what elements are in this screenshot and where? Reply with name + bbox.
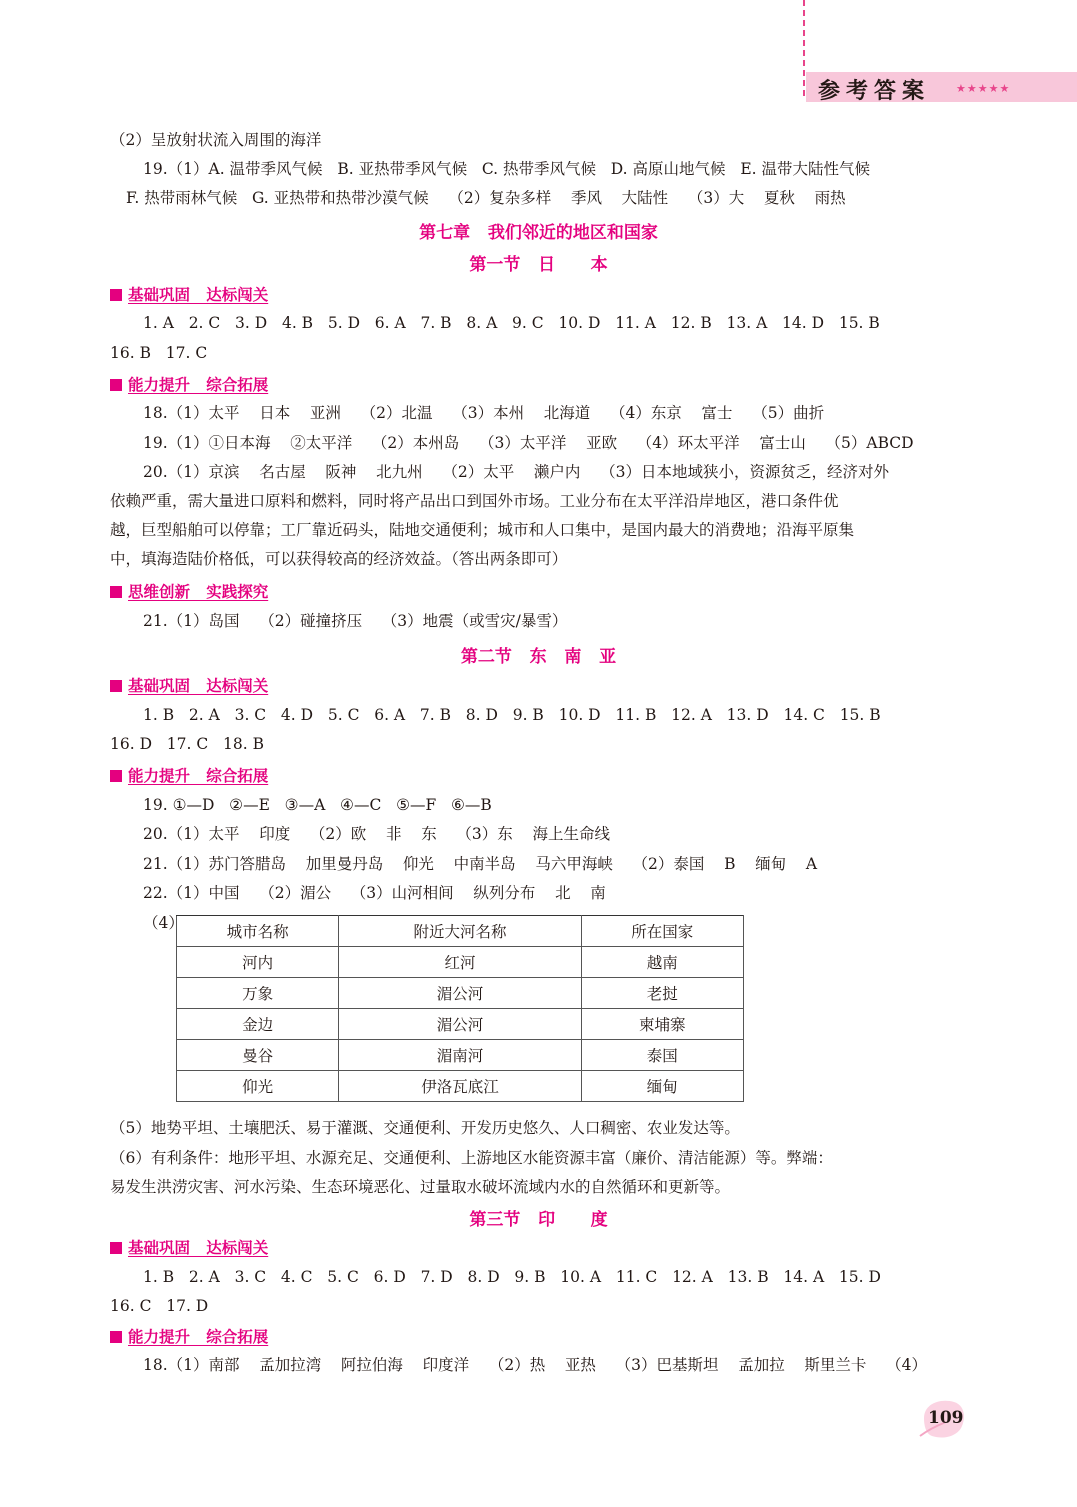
table-cell: 伊洛瓦底江 [339, 1071, 581, 1102]
table-cell: 湄南河 [339, 1040, 581, 1071]
answer-line: （2）呈放射状流入周围的海洋 [110, 131, 322, 149]
header-title: 参考答案 [818, 79, 931, 104]
header-stars-icon: ★★★★★ [956, 82, 1011, 95]
table-cell: 湄公河 [339, 978, 581, 1009]
answer-line: 19. ①—D ②—E ③—A ④—C ⑤—F ⑥—B [143, 796, 492, 814]
table-cell: 红河 [339, 947, 581, 978]
city-river-table [176, 915, 744, 1102]
square-bullet-icon [110, 289, 122, 301]
table-cell: 河内 [177, 947, 339, 978]
table-row [177, 978, 744, 1009]
section-heading: 能力提升 综合拓展 [110, 373, 268, 395]
table-cell: 缅甸 [581, 1071, 743, 1102]
answer-line: 19.（1）①日本海 ②太平洋 （2）本州岛 （3）太平洋 亚欧 （4）环太平洋 富士山 （5）ABCD [143, 434, 914, 452]
table-header: 附近大河名称 [339, 916, 581, 947]
section-heading: 基础巩固 达标闯关 [110, 674, 268, 696]
section-title-southeast-asia: 第二节 东 南 亚 [460, 647, 617, 667]
answer-line: 19.（1）A. 温带季风气候 B. 亚热带季风气候 C. 热带季风气候 D. 高原山地气候 E. 温带大陆性气候 [143, 160, 870, 178]
answer-line: 18.（1）太平 日本 亚洲 （2）北温 （3）本州 北海道 （4）东京 富士 （5）曲折 [143, 404, 825, 422]
square-bullet-icon [110, 1242, 122, 1254]
table-cell: 老挝 [581, 978, 743, 1009]
section-title-japan: 第一节 日 本 [469, 255, 608, 275]
answer-line: 1. B 2. A 3. C 4. C 5. C 6. D 7. D 8. D 9. B 10. A 11. C 12. A 13. B 14. A 15. D [143, 1268, 881, 1286]
table-row [177, 1040, 744, 1071]
answer-line: （4） [143, 914, 184, 932]
table-cell: 湄公河 [339, 1009, 581, 1040]
table-row [177, 1071, 744, 1102]
table-cell: 柬埔寨 [581, 1009, 743, 1040]
table-cell: 曼谷 [177, 1040, 339, 1071]
answer-line: 20.（1）太平 印度 （2）欧 非 东 （3）东 海上生命线 [143, 825, 610, 843]
answer-line: 中，填海造陆价格低，可以获得较高的经济效益。（答出两条即可） [110, 550, 568, 568]
answer-line: 16. D 17. C 18. B [110, 735, 264, 753]
square-bullet-icon [110, 770, 122, 782]
chapter-title: 第七章 我们邻近的地区和国家 [419, 223, 658, 243]
square-bullet-icon [110, 379, 122, 391]
answer-line: 21.（1）岛国 （2）碰撞挤压 （3）地震（或雪灾/暴雪） [143, 612, 568, 630]
answer-line: 越，巨型船舶可以停靠；工厂靠近码头，陆地交通便利；城市和人口集中，是国内最大的消费地；沿海平原集 [110, 521, 855, 539]
page-number: 109 [928, 1408, 964, 1428]
answer-line: F. 热带雨林气候 G. 亚热带和热带沙漠气候 （2）复杂多样 季风 大陆性 （3）大 夏秋 雨热 [126, 189, 846, 207]
section-heading: 基础巩固 达标闯关 [110, 283, 268, 305]
answer-line: 易发生洪涝灾害、河水污染、生态环境恶化、过量取水破坏流域内水的自然循环和更新等。 [110, 1178, 731, 1196]
section-heading: 能力提升 综合拓展 [110, 764, 268, 786]
section-heading: 基础巩固 达标闯关 [110, 1236, 268, 1258]
table-row [177, 1009, 744, 1040]
table-cell: 泰国 [581, 1040, 743, 1071]
answer-line: 1. B 2. A 3. C 4. D 5. C 6. A 7. B 8. D 9. B 10. D 11. B 12. A 13. D 14. C 15. B [143, 706, 881, 724]
table-cell: 金边 [177, 1009, 339, 1040]
answer-line: 21.（1）苏门答腊岛 加里曼丹岛 仰光 中南半岛 马六甲海峡 （2）泰国 B 缅甸 A [143, 855, 818, 873]
answer-line: 22.（1）中国 （2）湄公 （3）山河相间 纵列分布 北 南 [143, 884, 606, 902]
section-heading: 能力提升 综合拓展 [110, 1325, 268, 1347]
answer-line: 16. B 17. C [110, 344, 208, 362]
square-bullet-icon [110, 586, 122, 598]
table-cell: 万象 [177, 978, 339, 1009]
table-header: 所在国家 [581, 916, 743, 947]
answer-line: 1. A 2. C 3. D 4. B 5. D 6. A 7. B 8. A 9. C 10. D 11. A 12. B 13. A 14. D 15. B [143, 314, 880, 332]
square-bullet-icon [110, 1331, 122, 1343]
section-heading: 思维创新 实践探究 [110, 580, 268, 602]
table-cell: 仰光 [177, 1071, 339, 1102]
table-header-row [177, 916, 744, 947]
section-title-india: 第三节 印 度 [469, 1210, 608, 1230]
answer-line: 依赖严重，需大量进口原料和燃料，同时将产品出口到国外市场。工业分布在太平洋沿岸地区，港口条件优 [110, 492, 839, 510]
table-cell: 越南 [581, 947, 743, 978]
header-dashed-rule [803, 0, 805, 96]
answer-line: 16. C 17. D [110, 1297, 209, 1315]
answer-line: （6）有利条件：地形平坦、水源充足、交通便利、上游地区水能资源丰富（廉价、清洁能源）等。弊端： [110, 1149, 833, 1167]
answer-line: 18.（1）南部 孟加拉湾 阿拉伯海 印度洋 （2）热 亚热 （3）巴基斯坦 孟加拉 斯里兰卡 （4） [143, 1356, 927, 1374]
table-header: 城市名称 [177, 916, 339, 947]
square-bullet-icon [110, 680, 122, 692]
table-row [177, 947, 744, 978]
answer-line: 20.（1）京滨 名古屋 阪神 北九州 （2）太平 濑户内 （3）日本地域狭小，资源贫乏，经济对外 [143, 463, 889, 481]
answer-line: （5）地势平坦、土壤肥沃、易于灌溉、交通便利、开发历史悠久、人口稠密、农业发达等。 [110, 1119, 740, 1137]
